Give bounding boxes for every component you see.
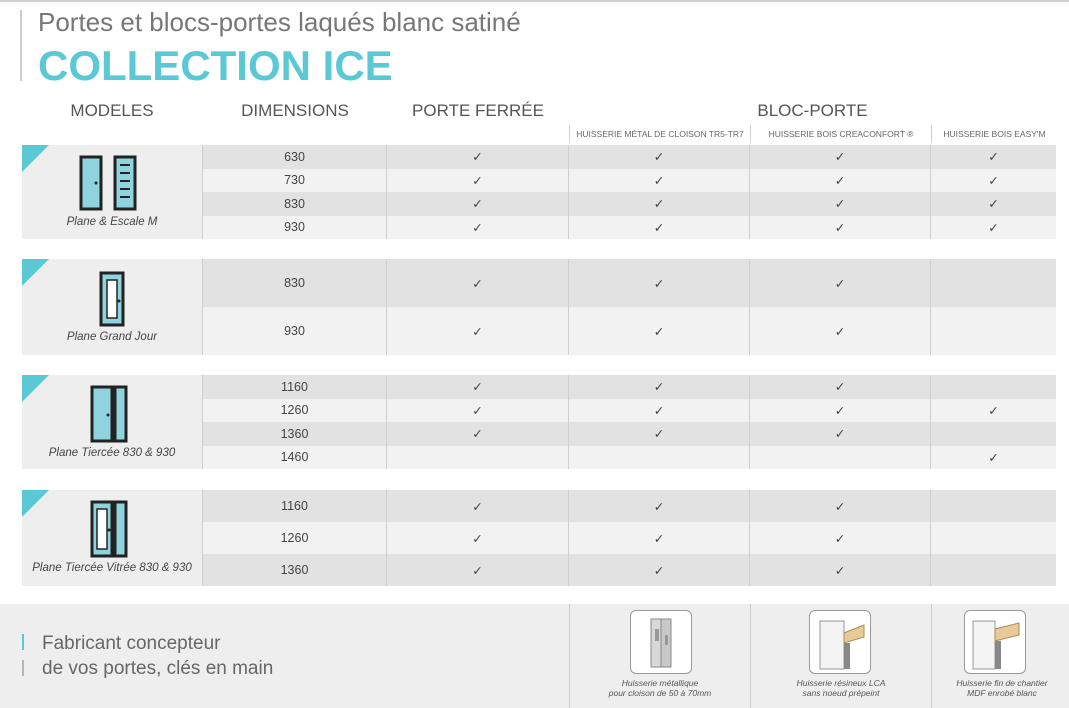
check-icon: ✓ (930, 399, 1056, 423)
table-row (202, 490, 1056, 522)
title-accent-bar (20, 10, 22, 81)
check-icon: ✓ (749, 216, 930, 240)
footer-accent-bar (22, 634, 24, 650)
check-icon: ✓ (749, 522, 930, 554)
check-icon: ✓ (749, 422, 930, 446)
table-row (202, 554, 1056, 586)
check-icon: ✓ (568, 307, 749, 355)
model-cell (22, 490, 202, 586)
check-icon: ✓ (386, 259, 568, 307)
footer-item-mdf (931, 604, 1069, 708)
model-name: Plane Grand Jour (66, 331, 158, 343)
check-icon: ✓ (386, 522, 568, 554)
subheader-huisserie-creaconfort: HUISSERIE BOIS CREACONFORT ® (750, 125, 931, 143)
model-cell (22, 259, 202, 355)
dimension-cell: 830 (202, 259, 386, 307)
check-icon: ✓ (386, 145, 568, 169)
dimension-cell: 1360 (202, 422, 386, 446)
table-row (202, 399, 1056, 423)
footer-caption-metal (570, 678, 750, 698)
empty-cell (386, 446, 568, 470)
mdf-frame-icon (964, 610, 1026, 674)
check-icon: ✓ (749, 307, 930, 355)
table-row (202, 192, 1056, 216)
table-row (202, 522, 1056, 554)
model-cell (22, 145, 202, 239)
check-icon: ✓ (749, 375, 930, 399)
table-row (202, 259, 1056, 307)
check-icon: ✓ (386, 375, 568, 399)
check-icon: ✓ (386, 307, 568, 355)
dimension-cell: 1460 (202, 446, 386, 470)
model-name: Plane Tiercée 830 & 930 (48, 447, 176, 459)
check-icon: ✓ (930, 192, 1056, 216)
glazed-door-icon (97, 271, 127, 332)
empty-cell (568, 446, 749, 470)
check-icon: ✓ (568, 145, 749, 169)
model-cell (22, 375, 202, 469)
footer-caption-resin (751, 678, 931, 698)
page-subtitle: Portes et blocs-portes laqués blanc satiné (38, 7, 521, 37)
dimension-cell: 1160 (202, 375, 386, 399)
table-row (202, 216, 1056, 240)
empty-cell (930, 307, 1056, 355)
tiercee-door-icon (88, 385, 132, 448)
dimension-cell: 1260 (202, 522, 386, 554)
check-icon: ✓ (930, 169, 1056, 193)
caption-line: pour cloison de 50 à 70mm (608, 688, 712, 698)
dimension-cell: 830 (202, 192, 386, 216)
check-icon: ✓ (749, 192, 930, 216)
metal-frame-icon (630, 610, 692, 674)
model-group (22, 375, 1056, 469)
model-name: Plane Tiercée Vitrée 830 & 930 (32, 562, 192, 574)
model-group (22, 490, 1056, 586)
check-icon: ✓ (386, 554, 568, 586)
table-row (202, 307, 1056, 355)
table-row (202, 422, 1056, 446)
check-icon: ✓ (568, 169, 749, 193)
check-icon: ✓ (568, 422, 749, 446)
check-icon: ✓ (568, 259, 749, 307)
col-header-modeles: MODELES (70, 101, 154, 120)
tiercee-glazed-door-icon (88, 500, 132, 563)
col-header-bloc-porte: BLOC-PORTE (757, 101, 868, 120)
check-icon: ✓ (930, 446, 1056, 470)
dimension-cell: 730 (202, 169, 386, 193)
check-icon: ✓ (749, 490, 930, 522)
corner-accent-icon (22, 259, 49, 286)
check-icon: ✓ (749, 259, 930, 307)
caption-line: MDF enrobé blanc (967, 688, 1037, 698)
table-row (202, 145, 1056, 169)
table-row (202, 446, 1056, 470)
check-icon: ✓ (386, 399, 568, 423)
footer-caption-mdf (912, 678, 1069, 698)
empty-cell (930, 490, 1056, 522)
caption-line: Huisserie fin de chantier (956, 678, 1048, 688)
empty-cell (930, 554, 1056, 586)
check-icon: ✓ (930, 145, 1056, 169)
corner-accent-icon (22, 145, 49, 172)
double-door-icon (77, 155, 147, 216)
empty-cell (749, 446, 930, 470)
empty-cell (930, 422, 1056, 446)
dimension-cell: 630 (202, 145, 386, 169)
footer-tagline-1: Fabricant concepteur (42, 633, 221, 654)
caption-line: sans noeud prépeint (802, 688, 880, 698)
empty-cell (930, 259, 1056, 307)
resin-frame-icon (809, 610, 871, 674)
dimension-cell: 1160 (202, 490, 386, 522)
check-icon: ✓ (386, 490, 568, 522)
footer-tagline-2: de vos portes, clés en main (42, 658, 274, 679)
check-icon: ✓ (386, 422, 568, 446)
model-group (22, 145, 1056, 239)
dimension-cell: 1260 (202, 399, 386, 423)
check-icon: ✓ (749, 145, 930, 169)
dimension-cell: 1360 (202, 554, 386, 586)
empty-cell (930, 522, 1056, 554)
check-icon: ✓ (930, 216, 1056, 240)
model-group (22, 259, 1056, 355)
check-icon: ✓ (568, 490, 749, 522)
check-icon: ✓ (568, 216, 749, 240)
check-icon: ✓ (386, 169, 568, 193)
col-header-dimensions: DIMENSIONS (241, 101, 349, 120)
table-row (202, 169, 1056, 193)
check-icon: ✓ (749, 169, 930, 193)
dimension-cell: 930 (202, 307, 386, 355)
check-icon: ✓ (568, 375, 749, 399)
footer (0, 604, 1069, 708)
top-divider (0, 0, 1069, 2)
dimension-cell: 930 (202, 216, 386, 240)
subheader-huisserie-metal: HUISSERIE MÉTAL DE CLOISON TR5-TR7 (569, 125, 750, 143)
check-icon: ✓ (386, 192, 568, 216)
footer-item-resin (750, 604, 931, 708)
caption-line: Huisserie métallique (621, 678, 699, 688)
check-icon: ✓ (568, 554, 749, 586)
check-icon: ✓ (386, 216, 568, 240)
caption-line: Huisserie résineux LCA (796, 678, 886, 688)
corner-accent-icon (22, 375, 49, 402)
table-row (202, 375, 1056, 399)
check-icon: ✓ (568, 399, 749, 423)
check-icon: ✓ (749, 554, 930, 586)
check-icon: ✓ (749, 399, 930, 423)
check-icon: ✓ (568, 192, 749, 216)
page-title: COLLECTION ICE (38, 42, 393, 89)
footer-item-metal (569, 604, 750, 708)
footer-accent-bar-2 (22, 660, 24, 676)
model-name: Plane & Escale M (66, 216, 158, 228)
col-header-porte-ferree: PORTE FERRÉE (412, 101, 544, 120)
corner-accent-icon (22, 490, 49, 517)
subheader-huisserie-easym: HUISSERIE BOIS EASY'M (931, 125, 1057, 143)
empty-cell (930, 375, 1056, 399)
check-icon: ✓ (568, 522, 749, 554)
